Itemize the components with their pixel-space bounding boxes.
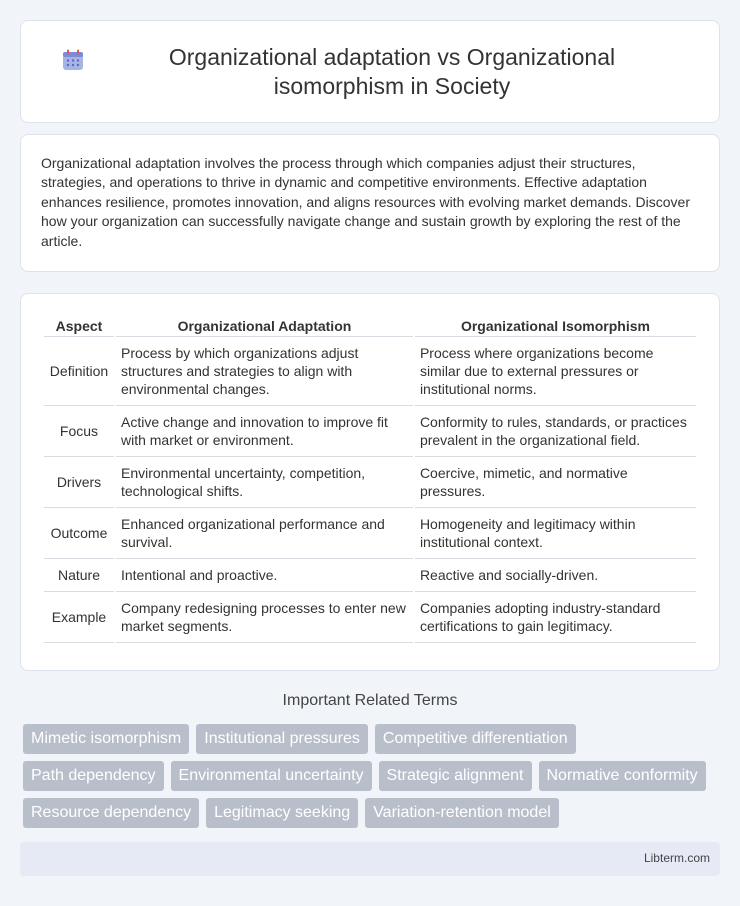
page-title: Organizational adaptation vs Organizational isomorphism in Society bbox=[168, 43, 616, 99]
header-isomorphism: Organizational Isomorphism bbox=[415, 310, 696, 337]
table-row bbox=[44, 406, 696, 457]
tag-normative-conformity[interactable]: Normative conformity bbox=[539, 761, 706, 791]
title-card bbox=[20, 20, 720, 123]
related-terms-title: Important Related Terms bbox=[282, 692, 458, 709]
tag-row bbox=[23, 798, 723, 828]
table-row bbox=[44, 559, 696, 592]
row-adaptation: Company redesigning processes to enter new market segments. bbox=[116, 592, 413, 643]
tag-mimetic-isomorphism[interactable]: Mimetic isomorphism bbox=[23, 724, 189, 754]
row-aspect: Nature bbox=[44, 559, 114, 592]
intro-text: Organizational adaptation involves the process through which companies adjust their structures, strategies, and operations to thrive in dynamic and competitive environments. Effective adaptation enhances resilience, promotes innovation, and aligns resources with evolving market demands. Discover how your organization can successfully navigate change and sustain growth by exploring the rest of the article. bbox=[41, 155, 690, 249]
calendar-grid-icon bbox=[61, 48, 85, 72]
row-adaptation: Intentional and proactive. bbox=[116, 559, 413, 592]
tag-row bbox=[23, 761, 723, 791]
table-row bbox=[44, 337, 696, 406]
table-header-row bbox=[44, 310, 696, 337]
intro-card bbox=[20, 134, 720, 272]
tag-environmental-uncertainty[interactable]: Environmental uncertainty bbox=[171, 761, 372, 791]
row-isomorphism: Process where organizations become similar due to external pressures or institutional norms. bbox=[415, 337, 696, 406]
row-aspect: Definition bbox=[44, 337, 114, 406]
table-row bbox=[44, 592, 696, 643]
row-aspect: Focus bbox=[44, 406, 114, 457]
footer-site-link[interactable]: Libterm.com bbox=[643, 851, 710, 865]
tag-row bbox=[23, 724, 723, 754]
footer bbox=[20, 842, 720, 876]
row-adaptation: Active change and innovation to improve fit with market or environment. bbox=[116, 406, 413, 457]
tag-institutional-pressures[interactable]: Institutional pressures bbox=[196, 724, 368, 754]
header-aspect: Aspect bbox=[44, 310, 114, 337]
comparison-table bbox=[42, 310, 698, 643]
row-isomorphism: Homogeneity and legitimacy within institutional context. bbox=[415, 508, 696, 559]
tag-variation-retention-model[interactable]: Variation-retention model bbox=[365, 798, 559, 828]
row-isomorphism: Coercive, mimetic, and normative pressures. bbox=[415, 457, 696, 508]
table-row bbox=[44, 508, 696, 559]
row-aspect: Drivers bbox=[44, 457, 114, 508]
row-isomorphism: Companies adopting industry-standard certifications to gain legitimacy. bbox=[415, 592, 696, 643]
comparison-card bbox=[20, 293, 720, 671]
row-isomorphism: Conformity to rules, standards, or practices prevalent in the organizational field. bbox=[415, 406, 696, 457]
row-aspect: Example bbox=[44, 592, 114, 643]
tag-strategic-alignment[interactable]: Strategic alignment bbox=[379, 761, 532, 791]
row-isomorphism: Reactive and socially-driven. bbox=[415, 559, 696, 592]
header-adaptation: Organizational Adaptation bbox=[116, 310, 413, 337]
table-row bbox=[44, 457, 696, 508]
tag-competitive-differentiation[interactable]: Competitive differentiation bbox=[375, 724, 576, 754]
tag-resource-dependency[interactable]: Resource dependency bbox=[23, 798, 199, 828]
tag-path-dependency[interactable]: Path dependency bbox=[23, 761, 164, 791]
row-adaptation: Enhanced organizational performance and survival. bbox=[116, 508, 413, 559]
row-aspect: Outcome bbox=[44, 508, 114, 559]
tag-legitimacy-seeking[interactable]: Legitimacy seeking bbox=[206, 798, 358, 828]
related-terms-list bbox=[23, 724, 723, 835]
row-adaptation: Environmental uncertainty, competition, technological shifts. bbox=[116, 457, 413, 508]
row-adaptation: Process by which organizations adjust structures and strategies to align with environmental changes. bbox=[116, 337, 413, 406]
